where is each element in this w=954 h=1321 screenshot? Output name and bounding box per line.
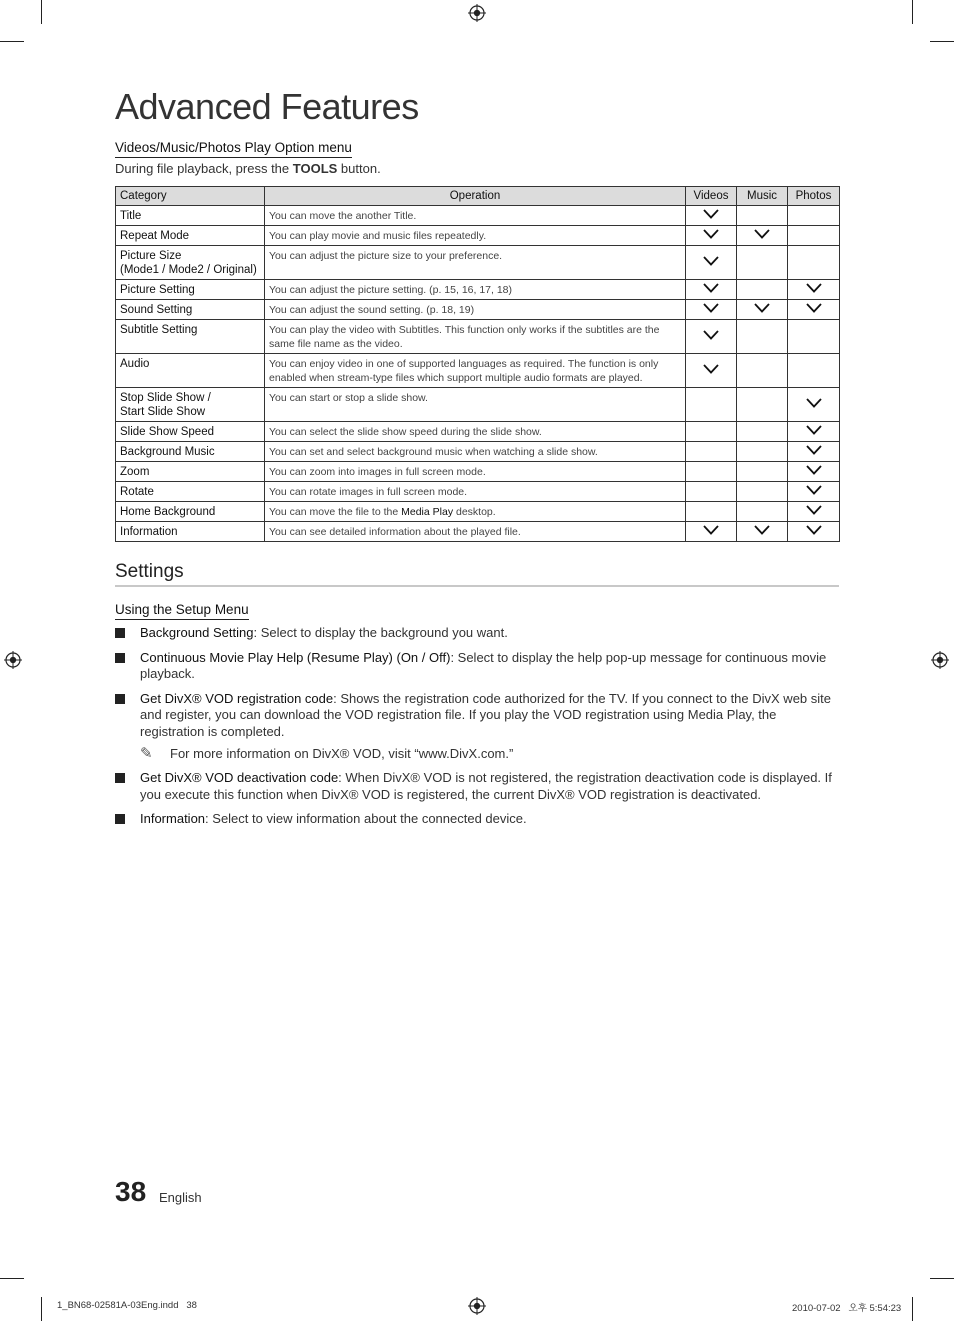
crop-mark	[930, 1278, 954, 1279]
play-option-heading: Videos/Music/Photos Play Option menu	[115, 140, 352, 158]
operation-cell	[265, 246, 686, 280]
play-option-intro	[115, 161, 381, 176]
operation-text: You can start or stop a slide show.	[269, 392, 428, 404]
list-item	[115, 650, 839, 683]
item-text: : Shows the registration code authorized for the TV. If you connect to the DivX web site and register, you can download the VOD registration file. If you play the VOD registration using Media Play, the registration is completed.	[140, 690, 832, 739]
check-mark-icon	[703, 330, 719, 340]
crop-mark	[0, 41, 24, 42]
item-text: : Select to view information about the connected device.	[205, 811, 527, 826]
check-mark-icon	[703, 209, 719, 219]
settings-title: Settings	[115, 561, 839, 587]
check-mark-icon	[703, 256, 719, 266]
category-cell: Rotate	[116, 482, 265, 502]
photos-support-cell	[788, 206, 840, 226]
category-cell: Subtitle Setting	[116, 320, 265, 354]
videos-support-cell	[686, 320, 737, 354]
registration-mark-icon	[4, 651, 22, 669]
table-row	[116, 502, 840, 522]
music-support-cell	[737, 226, 788, 246]
table-row	[116, 522, 840, 542]
item-term: Get DivX® VOD deactivation code	[140, 770, 339, 785]
operation-cell	[265, 226, 686, 246]
operation-cell	[265, 300, 686, 320]
table-row	[116, 206, 840, 226]
operation-text: You can rotate images in full screen mode.	[269, 486, 468, 498]
videos-support-cell	[686, 462, 737, 482]
operation-cell	[265, 354, 686, 388]
operation-text: You can play movie and music files repeatedly.	[269, 230, 487, 242]
operation-text: You can enjoy video in one of supported languages as required. The function is only enabled when stream-type files which support multiple audio formats are played.	[269, 358, 659, 384]
item-text: : Select to display the help pop-up message for continuous movie playback.	[140, 649, 827, 681]
item-text: : When DivX® VOD is not registered, the registration deactivation code is displayed. If you execute this function when DivX® VOD is registered, the current DivX® VOD registration is deactivated.	[140, 770, 832, 802]
videos-support-cell	[686, 388, 737, 422]
table-row	[116, 320, 840, 354]
operation-text: You can move the another Title.	[269, 210, 417, 222]
operation-cell	[265, 320, 686, 354]
category-cell: Slide Show Speed	[116, 422, 265, 442]
crop-mark	[930, 41, 954, 42]
bullet-square-icon	[115, 694, 125, 704]
note	[115, 746, 839, 762]
column-header-videos: Videos	[686, 187, 737, 206]
music-support-cell	[737, 206, 788, 226]
bullet-square-icon	[115, 628, 125, 638]
table-body	[116, 206, 840, 542]
check-mark-icon	[703, 229, 719, 239]
category-cell: Background Music	[116, 442, 265, 462]
table-row	[116, 462, 840, 482]
check-mark-icon	[806, 445, 822, 455]
page-number: 38	[115, 1176, 147, 1207]
operation-cell	[265, 482, 686, 502]
registration-mark-icon	[468, 4, 486, 22]
item-term: Continuous Movie Play Help (Resume Play) (On / Off)	[140, 649, 451, 665]
column-header-operation: Operation	[265, 187, 686, 206]
music-support-cell	[737, 482, 788, 502]
photos-support-cell	[788, 482, 840, 502]
operation-cell	[265, 422, 686, 442]
footer-timestamp: 2010-07-02 오후 5:54:23	[792, 1303, 902, 1314]
page-language: English	[159, 1190, 202, 1205]
check-mark-icon	[703, 303, 719, 313]
music-support-cell	[737, 246, 788, 280]
item-term: Get DivX® VOD registration code	[140, 690, 334, 706]
photos-support-cell	[788, 442, 840, 462]
videos-support-cell	[686, 522, 737, 542]
check-mark-icon	[806, 465, 822, 475]
music-support-cell	[737, 522, 788, 542]
music-support-cell	[737, 422, 788, 442]
table-row	[116, 482, 840, 502]
operation-cell	[265, 462, 686, 482]
check-mark-icon	[806, 425, 822, 435]
operation-text: You can set and select background music when watching a slide show.	[269, 446, 598, 458]
operation-text: You can see detailed information about the played file.	[269, 526, 521, 538]
photos-support-cell	[788, 502, 840, 522]
note-text: For more information on DivX® VOD, visit “www.DivX.com.”	[170, 746, 514, 761]
check-mark-icon	[806, 525, 822, 535]
bullet-square-icon	[115, 653, 125, 663]
videos-support-cell	[686, 354, 737, 388]
photos-support-cell	[788, 354, 840, 388]
bullet-square-icon	[115, 773, 125, 783]
footer-filename: 1_BN68-02581A-03Eng.indd 38	[57, 1300, 197, 1311]
tools-key: TOOLS	[292, 161, 338, 176]
operation-cell	[265, 442, 686, 462]
videos-support-cell	[686, 206, 737, 226]
check-mark-icon	[754, 303, 770, 313]
operation-text: You can move the file to the	[269, 506, 402, 518]
table-row	[116, 300, 840, 320]
operation-cell	[265, 522, 686, 542]
table-row	[116, 226, 840, 246]
registration-mark-icon	[468, 1297, 486, 1315]
column-header-music: Music	[737, 187, 788, 206]
music-support-cell	[737, 388, 788, 422]
crop-mark	[41, 1297, 42, 1321]
column-header-category: Category	[116, 187, 265, 206]
operation-cell	[265, 280, 686, 300]
list-item	[115, 770, 839, 803]
operation-text: You can play the video with Subtitles. This function only works if the subtitles are the same file name as the video.	[269, 324, 660, 350]
item-term: Information	[140, 811, 206, 826]
crop-mark	[0, 1278, 24, 1279]
check-mark-icon	[754, 229, 770, 239]
check-mark-icon	[806, 283, 822, 293]
operation-text-end: desktop.	[453, 506, 496, 518]
videos-support-cell	[686, 246, 737, 280]
settings-list	[115, 625, 839, 836]
setup-menu-heading: Using the Setup Menu	[115, 602, 249, 620]
photos-support-cell	[788, 320, 840, 354]
check-mark-icon	[806, 398, 822, 408]
bullet-square-icon	[115, 814, 125, 824]
operation-text: You can adjust the picture size to your preference.	[269, 250, 503, 262]
music-support-cell	[737, 502, 788, 522]
list-item	[115, 811, 839, 828]
check-mark-icon	[806, 303, 822, 313]
operation-text: You can zoom into images in full screen mode.	[269, 466, 486, 478]
music-support-cell	[737, 442, 788, 462]
intro-text-end: button.	[337, 161, 381, 176]
category-cell: Title	[116, 206, 265, 226]
photos-support-cell	[788, 280, 840, 300]
check-mark-icon	[806, 505, 822, 515]
operation-text: You can adjust the picture setting. (p. 15, 16, 17, 18)	[269, 284, 513, 296]
crop-mark	[912, 1297, 913, 1321]
table-row	[116, 388, 840, 422]
intro-text: During file playback, press the	[115, 161, 293, 176]
music-support-cell	[737, 300, 788, 320]
operation-bold-text: Media Play	[401, 506, 454, 518]
photos-support-cell	[788, 300, 840, 320]
item-text: : Select to display the background you want.	[253, 625, 508, 640]
operation-text: You can select the slide show speed during the slide show.	[269, 426, 542, 438]
check-mark-icon	[806, 485, 822, 495]
photos-support-cell	[788, 226, 840, 246]
table-row	[116, 354, 840, 388]
registration-mark-icon	[931, 651, 949, 669]
photos-support-cell	[788, 422, 840, 442]
check-mark-icon	[703, 283, 719, 293]
operation-text: You can adjust the sound setting. (p. 18, 19)	[269, 304, 475, 316]
play-option-table	[115, 186, 840, 542]
table-row	[116, 280, 840, 300]
operation-cell	[265, 502, 686, 522]
category-cell: Information	[116, 522, 265, 542]
videos-support-cell	[686, 300, 737, 320]
videos-support-cell	[686, 226, 737, 246]
music-support-cell	[737, 462, 788, 482]
photos-support-cell	[788, 246, 840, 280]
page-title: Advanced Features	[115, 86, 419, 127]
check-mark-icon	[703, 364, 719, 374]
music-support-cell	[737, 320, 788, 354]
category-cell: Repeat Mode	[116, 226, 265, 246]
operation-cell	[265, 206, 686, 226]
category-cell: Stop Slide Show / Start Slide Show	[116, 388, 265, 422]
category-cell: Sound Setting	[116, 300, 265, 320]
videos-support-cell	[686, 482, 737, 502]
item-term: Background Setting	[140, 625, 254, 640]
list-item	[115, 625, 839, 642]
category-cell: Home Background	[116, 502, 265, 522]
table-row	[116, 246, 840, 280]
photos-support-cell	[788, 388, 840, 422]
music-support-cell	[737, 280, 788, 300]
category-cell: Zoom	[116, 462, 265, 482]
videos-support-cell	[686, 442, 737, 462]
category-cell: Picture Setting	[116, 280, 265, 300]
category-cell: Audio	[116, 354, 265, 388]
list-item	[115, 691, 839, 741]
photos-support-cell	[788, 522, 840, 542]
videos-support-cell	[686, 422, 737, 442]
videos-support-cell	[686, 280, 737, 300]
category-cell: Picture Size (Mode1 / Mode2 / Original)	[116, 246, 265, 280]
pencil-note-icon: ✎	[140, 745, 153, 762]
crop-mark	[41, 0, 42, 24]
music-support-cell	[737, 354, 788, 388]
column-header-photos: Photos	[788, 187, 840, 206]
crop-mark	[912, 0, 913, 24]
videos-support-cell	[686, 502, 737, 522]
table-header-row	[116, 187, 840, 206]
photos-support-cell	[788, 462, 840, 482]
table-row	[116, 422, 840, 442]
table-row	[116, 442, 840, 462]
check-mark-icon	[703, 525, 719, 535]
check-mark-icon	[754, 525, 770, 535]
operation-cell	[265, 388, 686, 422]
